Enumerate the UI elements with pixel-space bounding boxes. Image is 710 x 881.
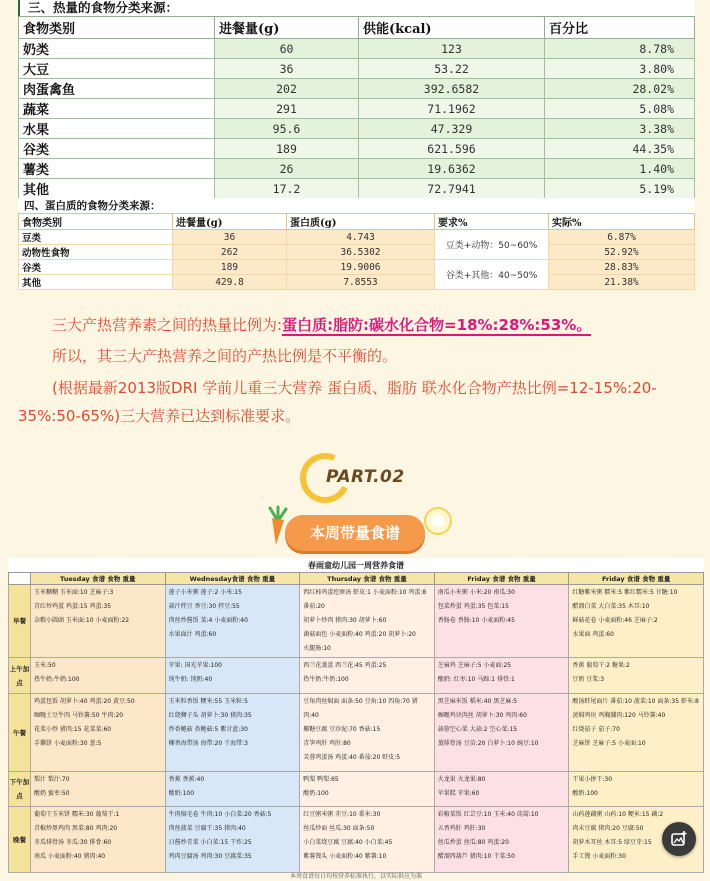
cell-energy: 19.6362 (359, 159, 545, 179)
cell-percent: 8.78% (545, 39, 695, 59)
menu-meal-label: 午餐 (9, 694, 31, 772)
cell-intake: 17.2 (215, 179, 359, 199)
ratio-paragraph (18, 314, 698, 335)
menu-meal-label: 晚餐 (9, 807, 31, 873)
cell-category: 动物性食物 (19, 245, 173, 260)
conclusion-paragraph: 所以，其三大产热营养之间的产热比例是不平衡的。 (52, 347, 398, 365)
section-heading: 本周带量食谱 (309, 524, 400, 542)
col-header-food-category: 食物类别 (19, 214, 173, 230)
cell-intake: 202 (215, 79, 359, 99)
menu-cell: 山药莲藕粥 山药:10 粳米:15 藕:2 肉末豆腐 猪肉:20 豆腐:50 胡萝木耳丝 木耳:5 绿豆芽:15 手工馒 小麦面粉:30 (569, 807, 704, 873)
table-row (19, 119, 695, 139)
menu-cell: 葡萄干玉米饼 糯米:30 葡萄干:1 青椒炒黑鸡肉 黑菜:80 鸡肉:20 冬瓜排骨汤 冬瓜:30 排骨:60 南瓜 小麦面粉:40 猪肉:40 (31, 807, 166, 873)
cell-energy: 123 (359, 39, 545, 59)
cell-intake: 262 (173, 245, 287, 260)
menu-cell: 红豆粥米粥 赤豆:10 黍米:30 丝瓜炒面 丝瓜:30 面条:50 小白菜烧豆腐 豆腐:40 小白菜:45 紫薯馒头 小麦面粉:40 紫薯:10 (300, 807, 435, 873)
menu-cell: 酸汤虾尾面片 番茄:10 菠菜:10 面条:35 虾米:8 黄焖鸡块 鸡胸脯肉:120 马铃薯:40 红烧茄子 茄子:70 芝麻饼 芝麻子:5 小麦面:10 (569, 694, 704, 772)
cell-percent: 1.40% (545, 159, 695, 179)
menu-cell: 西兰花蒸蛋 西兰花:45 鸡蛋:25 热牛奶:牛奶:100 (300, 658, 435, 694)
cell-category: 豆类 (19, 230, 173, 245)
col-header-protein: 蛋白质(g) (287, 214, 435, 230)
menu-cell: 香蕉 葡萄干:2 糖果:2 豆奶 豆浆:3 (569, 658, 704, 694)
table-row (19, 79, 695, 99)
cell-category: 蔬菜 (19, 99, 215, 119)
menu-row (9, 585, 704, 658)
cell-category: 其他 (19, 275, 173, 290)
menu-day-header: Tuesday 食谱 食物 重量 (31, 573, 166, 585)
menu-day-header: Friday 食谱 食物 重量 (569, 573, 704, 585)
cell-category: 谷类 (19, 139, 215, 159)
menu-day-header: Friday 食谱 食物 重量 (434, 573, 569, 585)
menu-header-row (9, 573, 704, 585)
ratio-highlight: 蛋白质:脂防:碳水化合物=18%:28%:53%。 (282, 316, 592, 334)
table-row (19, 230, 695, 245)
weekly-menu-table (8, 572, 704, 873)
cell-percent: 3.38% (545, 119, 695, 139)
cell-intake: 60 (215, 39, 359, 59)
menu-footnote: 本周食谱每日均按营养标准执行，以实际供应为准 (289, 873, 422, 880)
part-badge (300, 453, 410, 505)
cell-category: 大豆 (19, 59, 215, 79)
menu-row (9, 658, 704, 694)
image-edit-icon (670, 830, 688, 848)
cell-category: 奶类 (19, 39, 215, 59)
menu-meal-label: 下午加点 (9, 772, 31, 807)
menu-cell: 西红柿鸡蛋疙瘩汤 虾皮:1 小麦面粉:10 鸡蛋:8 番茄:20 胡萝卜炒肉 猪肉:30 胡萝卜:60 菌菇面包 小麦面粉:40 鸡蛋:20 胡萝卜:20 火腿肠:10 (300, 585, 435, 658)
table-row (19, 275, 695, 290)
egg-icon (424, 507, 452, 535)
cell-energy: 47.329 (359, 119, 545, 139)
cell-percent: 5.08% (545, 99, 695, 119)
menu-cell: 彩椒菜饭 红芸豆:10 玉米:40 茼蒿:10 五香鸡肝 鸡肝:30 丝瓜炒蛋 丝瓜:80 鸡蛋:20 醋溜西葫芦 猪肉:10 干菜:50 (434, 807, 569, 873)
cell-energy: 53.22 (359, 59, 545, 79)
protein-source-table-block (18, 198, 695, 290)
cell-category: 肉蛋禽鱼 (19, 79, 215, 99)
ratio-prefix: 三大产热营养素之间的热量比例为: (52, 316, 283, 334)
cell-energy: 71.1962 (359, 99, 545, 119)
menu-cell: 火龙果 火龙果:80 苹果糕 苹果:60 (434, 772, 569, 807)
cell-energy: 621.596 (359, 139, 545, 159)
table-header-row (19, 214, 695, 230)
col-header-percent: 百分比 (545, 17, 695, 39)
menu-cell: 玉米糊糊 玉米面:10 芝麻子:3 青红炒鸡蛋 鸡蛋:15 鸡蛋:35 杂粮小圆頭 玉米面:10 小麦面粉:22 (31, 585, 166, 658)
menu-cell: 黑芝麻米饭 稻米:40 黑芝麻:5 咖喱鸡块肉丝 胡萝卜:30 鸡肉:60 蒜蓉空心菜 大蒜:2 空心菜:15 蒸排骨汤 豆苗:20 白萝卜:10 豌豆:10 (434, 694, 569, 772)
menu-cell: 玉米:50 热牛奶:牛奶:100 (31, 658, 166, 694)
col-header-required: 要求% (435, 214, 549, 230)
cell-intake: 26 (215, 159, 359, 179)
cell-intake: 189 (215, 139, 359, 159)
cell-actual: 21.38% (549, 275, 695, 290)
table-row (19, 260, 695, 275)
menu-cell: 梨汁 梨汁:70 酸奶 蜜枣:50 (31, 772, 166, 807)
table-row (19, 99, 695, 119)
col-header-intake: 进餐量(g) (173, 214, 287, 230)
menu-row (9, 694, 704, 772)
menu-meal-label: 早餐 (9, 585, 31, 658)
part-label: PART.02 (326, 467, 405, 487)
cell-requirement: 豆类+动物：50~60% (435, 230, 549, 260)
cell-percent: 44.35% (545, 139, 695, 159)
cell-percent: 5.19% (545, 179, 695, 199)
cell-energy: 72.7941 (359, 179, 545, 199)
table-row (19, 139, 695, 159)
menu-cell: 玉米粒香饭 粳米:55 玉米粒:5 红烧狮子头 胡萝卜:30 猪肉:35 炒杏鲍菇 杏鲍菇:5 紫甘蓝:30 椰香海带汤 海带:20 干海带:3 (165, 694, 300, 772)
menu-row (9, 772, 704, 807)
menu-cell: 牛肉焖毛卷 牛肉:10 小白菜:20 香菇:5 肉丝菠菜 豆腐干:35 猪肉:40 日酱炒青菜 小白菜:15 干炸:25 鸡肉豆腐汤 鸡肉:30 豆腐菜:35 (165, 807, 300, 873)
table-row (19, 159, 695, 179)
cell-intake: 36 (173, 230, 287, 245)
col-header-energy: 供能(kcal) (359, 17, 545, 39)
cell-intake: 429.8 (173, 275, 287, 290)
cell-percent: 28.02% (545, 79, 695, 99)
table-row (19, 39, 695, 59)
section-heading-pill (285, 515, 425, 551)
menu-cell: 鸭梨 鸭梨:65 酸奶:100 (300, 772, 435, 807)
menu-cell: 莲子小米粥 莲子:2 小米:15 蒜汁拌豆 香豆:30 拌豆:55 肉丝炒酱饭 菜:4 小麦面粉:40 水果面汁 鸡蛋:60 (165, 585, 300, 658)
table-row (19, 59, 695, 79)
cell-intake: 36 (215, 59, 359, 79)
cell-intake: 291 (215, 99, 359, 119)
menu-day-header: Thursday 食谱 食物 重量 (300, 573, 435, 585)
menu-row (9, 807, 704, 873)
table-row (19, 179, 695, 199)
menu-cell: 苹果: 国光苹果:100 纯牛奶: 纯奶:40 (165, 658, 300, 694)
cell-category: 谷类 (19, 260, 173, 275)
edit-image-button[interactable] (662, 822, 696, 856)
menu-corner-cell (9, 573, 31, 585)
menu-cell: 鸡蛋包饭 胡萝卜:40 鸡蛋:20 黄豆:50 咖喱土豆牛肉 马铃薯:50 牛肉:20 花菜小炒 猪肉:15 花菜菜:60 手撕饼 小麦面粉:30 葱:5 (31, 694, 166, 772)
cell-protein: 36.5302 (287, 245, 435, 260)
menu-cell: 南瓜小米粥 小米:20 南瓜:30 包菜炒蛋 鸡蛋:35 包菜:15 香肠卷 香肠:10 小麦面粉:45 (434, 585, 569, 658)
cell-intake: 95.6 (215, 119, 359, 139)
cell-intake: 189 (173, 260, 287, 275)
table-row (19, 245, 695, 260)
protein-source-table (18, 213, 695, 290)
cell-category: 薯类 (19, 159, 215, 179)
col-header-food-category: 食物类别 (19, 17, 215, 39)
protein-source-section-title: 四、蛋白质的食物分类来源： (24, 200, 161, 212)
cell-actual: 52.92% (549, 245, 695, 260)
heat-source-table-block (18, 0, 695, 199)
cell-protein: 7.8553 (287, 275, 435, 290)
cell-requirement: 谷类+其他：40~50% (435, 260, 549, 290)
cell-category: 其他 (19, 179, 215, 199)
cell-category: 水果 (19, 119, 215, 139)
menu-cell: 香蕉 香蕉:40 酸奶:100 (165, 772, 300, 807)
menu-cell: 豆角肉丝焖面 面条:50 豆角:10 四角:70 猪肉:40 椰糖豆腐 豆沙泥:70 香菇:15 青笋鸡肝 鸡肝:80 芙蓉鸡蛋汤 鸡蛋:40 番茄:20 虾皮:5 (300, 694, 435, 772)
menu-cell: 红糖紫米粥 糯米:5 紫红糯米:5 甘糖:10 醋溜白菜 大白菜:35 木耳:10 鲜菇花卷 小麦面粉:46 芝麻子:2 水果面 鸡蛋:60 (569, 585, 704, 658)
cell-percent: 3.80% (545, 59, 695, 79)
cell-actual: 28.83% (549, 260, 695, 275)
menu-meal-label: 上午加点 (9, 658, 31, 694)
cell-protein: 19.9006 (287, 260, 435, 275)
table-header-row (19, 17, 695, 39)
standard-paragraph: (根据最新2013版DRI 学前儿重三大营养 蛋白质、脂肪 联水化合物产热比例=12-15%:20-35%:50-65%)三大营养已达到标准要求。 (18, 379, 657, 425)
heat-source-section-title: 三、热量的食物分类来源： (18, 0, 695, 16)
cell-actual: 6.87% (549, 230, 695, 245)
cell-protein: 4.743 (287, 230, 435, 245)
weekly-menu-image (8, 558, 704, 880)
heat-source-table (18, 16, 695, 199)
menu-cell: 干果小拼干:30 酸奶:100 (569, 772, 704, 807)
col-header-intake: 进餐量(g) (215, 17, 359, 39)
menu-title: 春雨童幼儿园一周营养食谱 (308, 560, 404, 570)
col-header-actual: 实际% (549, 214, 695, 230)
menu-cell: 芝麻鸡 芝麻子:5 小麦面:25 酸奶: 红枣:10 马蹄:1 排骨:1 (434, 658, 569, 694)
cell-energy: 392.6582 (359, 79, 545, 99)
menu-day-header: Wednesday食谱 食物 重量 (165, 573, 300, 585)
